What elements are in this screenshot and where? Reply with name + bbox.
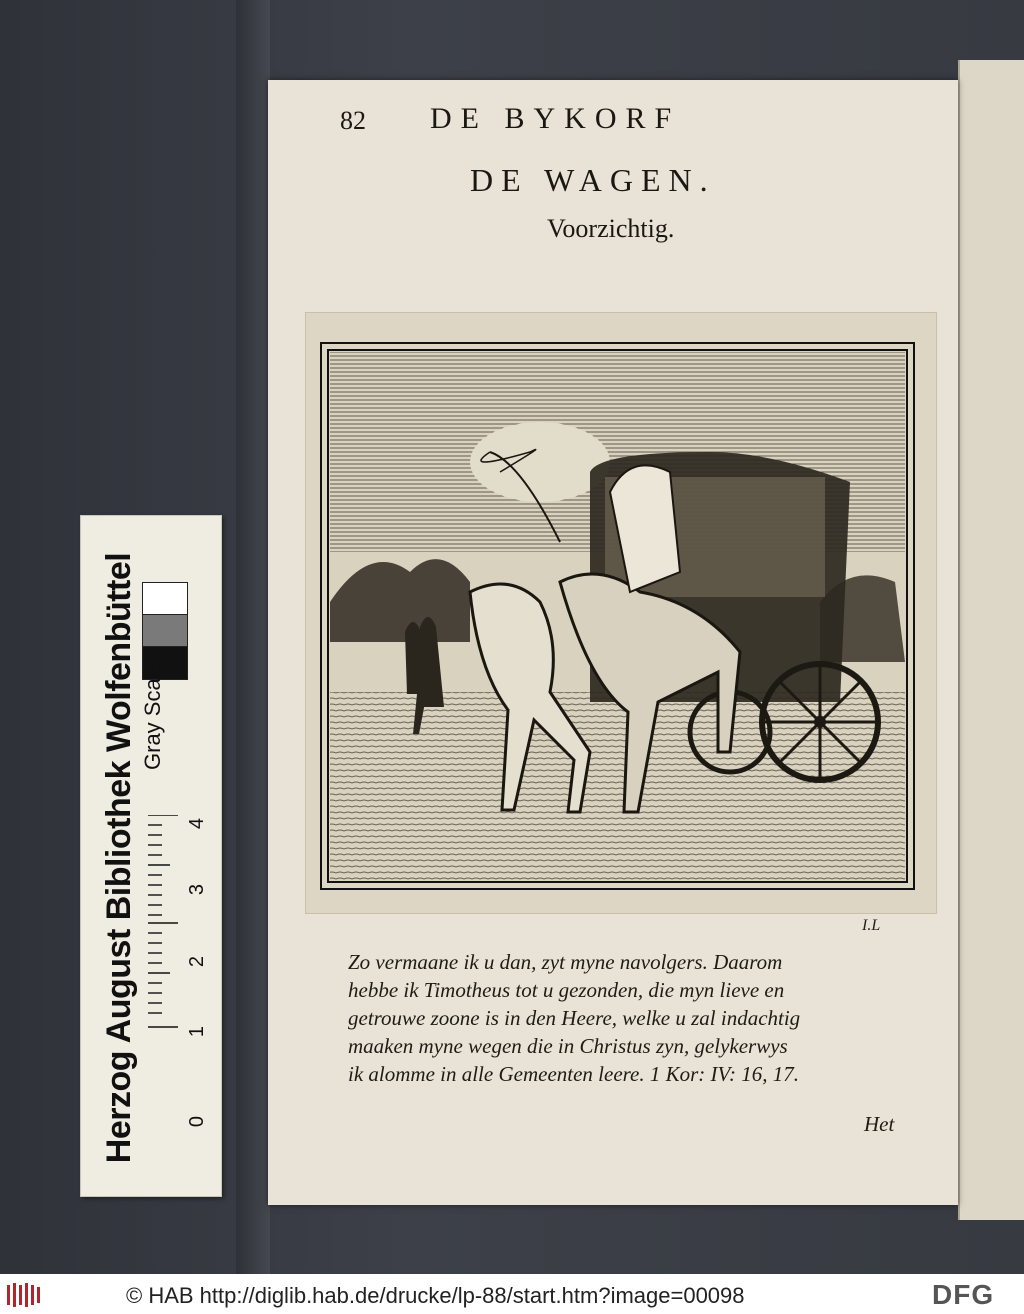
carriage-engraving <box>320 342 915 890</box>
scale-number: 0 <box>186 1115 209 1128</box>
verse-line: Zo vermaane ik u dan, zyt myne navolgers. Daarom <box>348 950 783 974</box>
gray-scale-label: Gray Scale <box>140 661 165 770</box>
hab-logo-icon <box>6 1281 44 1309</box>
page-number: 82 <box>340 106 366 135</box>
catchword: Het <box>864 1112 895 1136</box>
copyright-url: © HAB http://diglib.hab.de/drucke/lp-88/start.htm?image=00098 <box>126 1283 745 1308</box>
bible-verse <box>348 948 908 1088</box>
gray-swatch-mid <box>142 614 188 648</box>
ruler-institution-label: Herzog August Bibliothek Wolfenbüttel <box>100 552 138 1164</box>
verse-line: ik alomme in alle Gemeenten leere. 1 Kor: IV: 16, 17. <box>348 1062 799 1086</box>
gray-swatch-white <box>142 582 188 616</box>
book-cover-edge <box>236 0 270 1274</box>
ruler-ticks <box>148 815 190 1030</box>
dfg-logo: DFG <box>932 1279 995 1310</box>
scale-number: 3 <box>186 883 209 896</box>
scale-number: 2 <box>186 955 209 968</box>
scale-number: 1 <box>186 1025 209 1038</box>
emblem-title: DE WAGEN. <box>470 162 716 198</box>
emblem-motto: Voorzichtig. <box>547 214 675 243</box>
engraver-mark: I.L <box>862 917 881 934</box>
facing-page-edge <box>958 60 1024 1220</box>
verse-line: getrouwe zoone is in den Heere, welke u zal indachtig <box>348 1006 801 1030</box>
verse-line: hebbe ik Timotheus tot u gezonden, die myn lieve en <box>348 978 785 1002</box>
verse-line: maaken myne wegen die in Christus zyn, gelykerwys <box>348 1034 788 1058</box>
running-head: DE BYKORF <box>430 102 681 135</box>
scale-number: 4 <box>186 817 209 830</box>
